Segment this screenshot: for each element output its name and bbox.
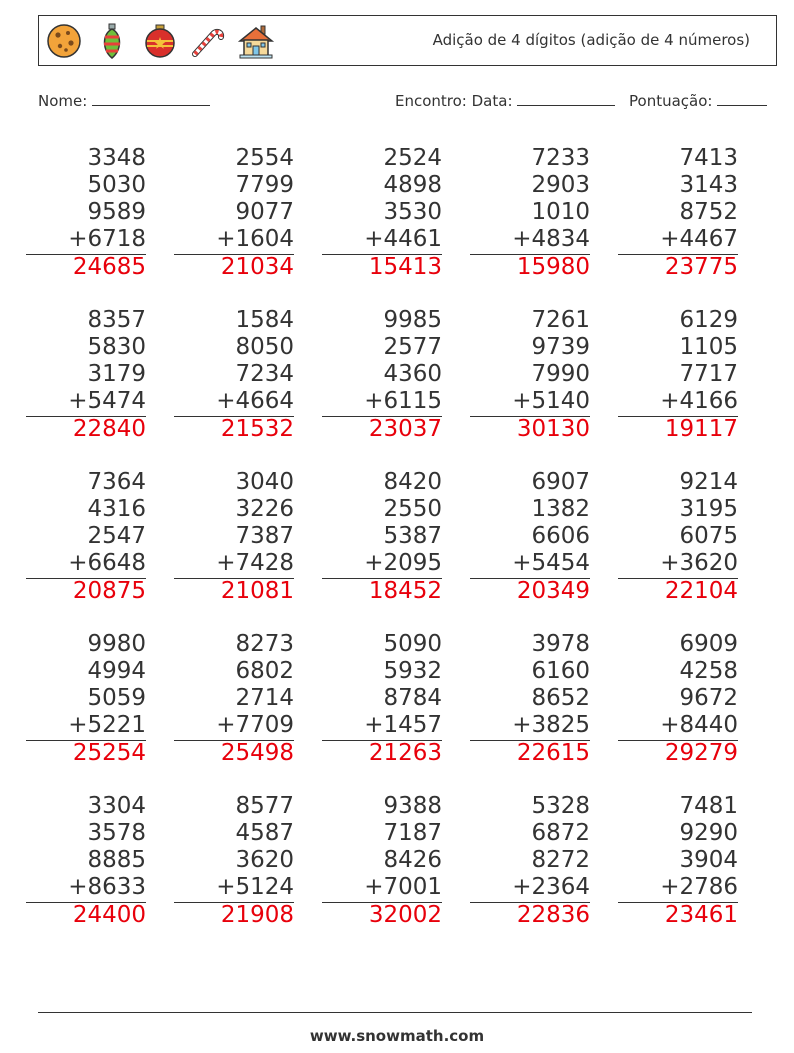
addition-problem bbox=[174, 469, 294, 605]
addend: +5140 bbox=[512, 388, 590, 414]
addend: 5090 bbox=[383, 631, 442, 657]
addend: 5059 bbox=[87, 685, 146, 711]
addend: 6075 bbox=[679, 523, 738, 549]
addend: 9388 bbox=[383, 793, 442, 819]
addend: 6606 bbox=[531, 523, 590, 549]
candy-cane-icon bbox=[189, 22, 227, 60]
answer: 20875 bbox=[72, 578, 146, 604]
answer: 15980 bbox=[516, 254, 590, 280]
house-icon bbox=[237, 22, 275, 60]
ornament-icon bbox=[93, 22, 131, 60]
answer: 22836 bbox=[516, 902, 590, 928]
addend: 5030 bbox=[87, 172, 146, 198]
addend: 6909 bbox=[679, 631, 738, 657]
answer: 15413 bbox=[368, 254, 442, 280]
addend: +7001 bbox=[364, 874, 442, 900]
addend: 7387 bbox=[235, 523, 294, 549]
addend: +4467 bbox=[660, 226, 738, 252]
addend: 6872 bbox=[531, 820, 590, 846]
addend: 7261 bbox=[531, 307, 590, 333]
addend: 2524 bbox=[383, 145, 442, 171]
addend: 7799 bbox=[235, 172, 294, 198]
addend: +3825 bbox=[512, 712, 590, 738]
addition-problem bbox=[174, 145, 294, 281]
addend: 4258 bbox=[679, 658, 738, 684]
addition-problem bbox=[322, 631, 442, 767]
answer: 20349 bbox=[516, 578, 590, 604]
addition-problem bbox=[470, 793, 590, 929]
addend: 2554 bbox=[235, 145, 294, 171]
addend: 8273 bbox=[235, 631, 294, 657]
addend: 3978 bbox=[531, 631, 590, 657]
addend: 9739 bbox=[531, 334, 590, 360]
cookie-icon bbox=[45, 22, 83, 60]
name-label: Nome: bbox=[38, 92, 88, 110]
footer-website: www.snowmath.com bbox=[309, 1027, 485, 1045]
addend: 7481 bbox=[679, 793, 738, 819]
addend: +7428 bbox=[216, 550, 294, 576]
addend: +5124 bbox=[216, 874, 294, 900]
answer: 22615 bbox=[516, 740, 590, 766]
addend: 5830 bbox=[87, 334, 146, 360]
addend: 1584 bbox=[235, 307, 294, 333]
addition-problem bbox=[26, 307, 146, 443]
date-field bbox=[395, 92, 615, 110]
addend: 3195 bbox=[679, 496, 738, 522]
answer: 21263 bbox=[368, 740, 442, 766]
answer: 22104 bbox=[664, 578, 738, 604]
addend: 3040 bbox=[235, 469, 294, 495]
addition-problem bbox=[26, 469, 146, 605]
addend: +2364 bbox=[512, 874, 590, 900]
answer: 21081 bbox=[220, 578, 294, 604]
addend: 9589 bbox=[87, 199, 146, 225]
addend: 8050 bbox=[235, 334, 294, 360]
answer: 25254 bbox=[72, 740, 146, 766]
addition-problem bbox=[618, 469, 738, 605]
addend: 8784 bbox=[383, 685, 442, 711]
addend: 6907 bbox=[531, 469, 590, 495]
addend: 6129 bbox=[679, 307, 738, 333]
addend: +3620 bbox=[660, 550, 738, 576]
addend: 7187 bbox=[383, 820, 442, 846]
addend: 7717 bbox=[679, 361, 738, 387]
addend: 6160 bbox=[531, 658, 590, 684]
addition-problem bbox=[322, 307, 442, 443]
addend: +4664 bbox=[216, 388, 294, 414]
answer: 22840 bbox=[72, 416, 146, 442]
addend: 3348 bbox=[87, 145, 146, 171]
addition-problem bbox=[26, 145, 146, 281]
answer: 19117 bbox=[664, 416, 738, 442]
addition-problem bbox=[322, 793, 442, 929]
answer: 24685 bbox=[72, 254, 146, 280]
answer: 23037 bbox=[368, 416, 442, 442]
addend: 1010 bbox=[531, 199, 590, 225]
score-field bbox=[629, 92, 767, 110]
addend: +4461 bbox=[364, 226, 442, 252]
addend: 9980 bbox=[87, 631, 146, 657]
answer: 23775 bbox=[664, 254, 738, 280]
addition-problem bbox=[618, 307, 738, 443]
answer: 25498 bbox=[220, 740, 294, 766]
addend: 3226 bbox=[235, 496, 294, 522]
addition-problem bbox=[174, 793, 294, 929]
addend: 3578 bbox=[87, 820, 146, 846]
worksheet-header bbox=[38, 15, 777, 66]
addend: 5328 bbox=[531, 793, 590, 819]
header-icons bbox=[45, 22, 275, 60]
addend: 7234 bbox=[235, 361, 294, 387]
addition-problem bbox=[470, 469, 590, 605]
addend: 6802 bbox=[235, 658, 294, 684]
addend: +2095 bbox=[364, 550, 442, 576]
footer-divider bbox=[38, 1012, 752, 1013]
date-blank bbox=[517, 92, 615, 106]
addend: 8652 bbox=[531, 685, 590, 711]
addend: 8885 bbox=[87, 847, 146, 873]
addend: +5474 bbox=[68, 388, 146, 414]
addend: +4166 bbox=[660, 388, 738, 414]
addend: 3620 bbox=[235, 847, 294, 873]
addend: +6648 bbox=[68, 550, 146, 576]
addition-problem bbox=[470, 307, 590, 443]
addend: 9290 bbox=[679, 820, 738, 846]
addend: 9985 bbox=[383, 307, 442, 333]
answer: 21532 bbox=[220, 416, 294, 442]
worksheet-title: Adição de 4 dígitos (adição de 4 números) bbox=[432, 31, 750, 49]
addition-problem bbox=[618, 631, 738, 767]
addend: 2550 bbox=[383, 496, 442, 522]
addend: 4316 bbox=[87, 496, 146, 522]
addend: 1382 bbox=[531, 496, 590, 522]
addend: 7990 bbox=[531, 361, 590, 387]
addend: 8577 bbox=[235, 793, 294, 819]
addend: +5221 bbox=[68, 712, 146, 738]
addend: 8272 bbox=[531, 847, 590, 873]
addition-problem bbox=[174, 307, 294, 443]
answer: 32002 bbox=[368, 902, 442, 928]
addition-problem bbox=[322, 145, 442, 281]
addend: 3530 bbox=[383, 199, 442, 225]
answer: 21034 bbox=[220, 254, 294, 280]
addend: 9077 bbox=[235, 199, 294, 225]
score-label: Pontuação: bbox=[629, 92, 713, 110]
addend: 3179 bbox=[87, 361, 146, 387]
date-label: Encontro: Data: bbox=[395, 92, 513, 110]
addition-problem bbox=[470, 145, 590, 281]
addend: +1457 bbox=[364, 712, 442, 738]
answer: 18452 bbox=[368, 578, 442, 604]
addend: 2903 bbox=[531, 172, 590, 198]
addend: +8633 bbox=[68, 874, 146, 900]
addend: 1105 bbox=[679, 334, 738, 360]
addend: 9214 bbox=[679, 469, 738, 495]
addition-problem bbox=[322, 469, 442, 605]
addend: 3904 bbox=[679, 847, 738, 873]
addend: +4834 bbox=[512, 226, 590, 252]
addition-problem bbox=[470, 631, 590, 767]
addend: +1604 bbox=[216, 226, 294, 252]
addition-problem bbox=[618, 793, 738, 929]
addend: 3143 bbox=[679, 172, 738, 198]
problems-grid bbox=[0, 145, 794, 945]
addend: 4898 bbox=[383, 172, 442, 198]
addition-problem bbox=[618, 145, 738, 281]
answer: 24400 bbox=[72, 902, 146, 928]
addend: 7364 bbox=[87, 469, 146, 495]
answer: 30130 bbox=[516, 416, 590, 442]
addend: 2547 bbox=[87, 523, 146, 549]
addend: 7413 bbox=[679, 145, 738, 171]
addend: 4360 bbox=[383, 361, 442, 387]
addend: +7709 bbox=[216, 712, 294, 738]
addend: 4994 bbox=[87, 658, 146, 684]
addend: 3304 bbox=[87, 793, 146, 819]
addend: +8440 bbox=[660, 712, 738, 738]
name-blank bbox=[92, 92, 210, 106]
addend: 2577 bbox=[383, 334, 442, 360]
addend: 8357 bbox=[87, 307, 146, 333]
addend: 9672 bbox=[679, 685, 738, 711]
addition-problem bbox=[26, 793, 146, 929]
addend: 5932 bbox=[383, 658, 442, 684]
answer: 21908 bbox=[220, 902, 294, 928]
addend: 8752 bbox=[679, 199, 738, 225]
addend: 8420 bbox=[383, 469, 442, 495]
addition-problem bbox=[174, 631, 294, 767]
addend: 7233 bbox=[531, 145, 590, 171]
bauble-icon bbox=[141, 22, 179, 60]
score-blank bbox=[717, 92, 767, 106]
addend: 8426 bbox=[383, 847, 442, 873]
addend: +6115 bbox=[364, 388, 442, 414]
addition-problem bbox=[26, 631, 146, 767]
addend: 2714 bbox=[235, 685, 294, 711]
addend: 5387 bbox=[383, 523, 442, 549]
addend: 4587 bbox=[235, 820, 294, 846]
name-field bbox=[38, 92, 210, 110]
addend: +2786 bbox=[660, 874, 738, 900]
answer: 23461 bbox=[664, 902, 738, 928]
answer: 29279 bbox=[664, 740, 738, 766]
addend: +6718 bbox=[68, 226, 146, 252]
addend: +5454 bbox=[512, 550, 590, 576]
